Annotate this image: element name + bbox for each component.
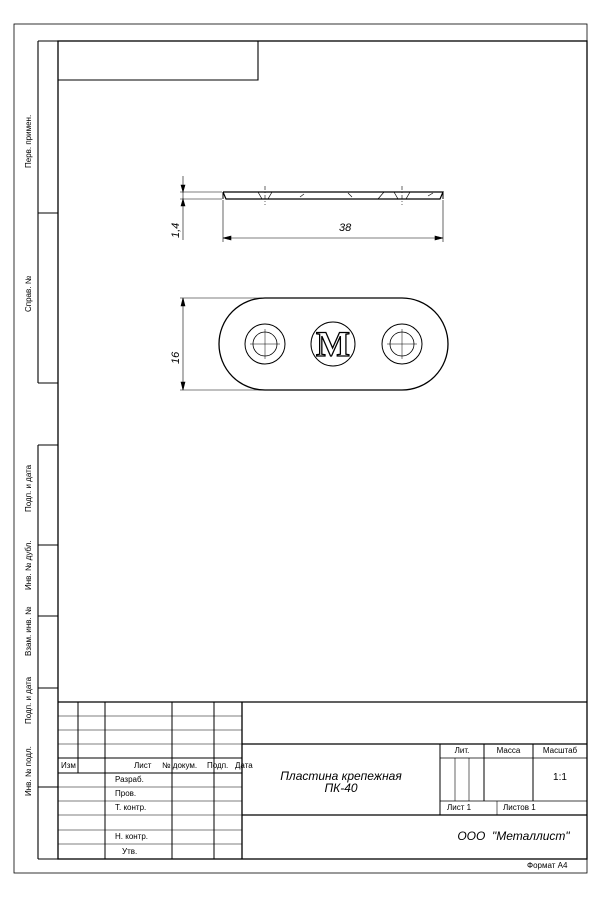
format-label: Формат А4	[527, 861, 568, 870]
length-dim-text: 38	[339, 222, 352, 234]
thickness-dim-text: 1,4	[170, 222, 182, 238]
header-izm: Изм	[61, 761, 76, 770]
side-label-inv-podl: Инв. № подл.	[24, 746, 33, 796]
sheets-label: Листов 1	[503, 803, 536, 812]
side-label-inv-dubl: Инв. № дубл.	[24, 540, 33, 590]
sheet-label: Лист 1	[447, 803, 472, 812]
thickness-dimension	[180, 176, 222, 240]
side-view	[223, 186, 443, 205]
length-dimension	[223, 200, 443, 242]
header-list: Лист	[134, 761, 152, 770]
header-doc: № докум.	[162, 761, 198, 770]
side-label-podp-data-1: Подп. и дата	[24, 464, 33, 512]
logo-letter: M	[316, 324, 350, 364]
header-sign: Подп.	[207, 761, 229, 770]
side-label-podp-data-2: Подп. и дата	[24, 676, 33, 724]
role-nkontr: Н. контр.	[115, 832, 149, 841]
role-utv: Утв.	[122, 847, 138, 856]
side-label-vzam-inv: Взам. инв. №	[24, 606, 33, 656]
side-label-sprav-no: Справ. №	[24, 275, 33, 312]
side-stamp-upper	[38, 41, 58, 383]
left-hole	[245, 324, 285, 364]
side-stamp-lower	[38, 445, 58, 859]
header-date: Дата	[235, 761, 253, 770]
lit-label: Лит.	[454, 746, 470, 755]
role-tkontr: Т. контр.	[115, 803, 147, 812]
side-label-perv-primen: Перв. примен.	[24, 114, 33, 168]
part-name: Пластина крепежная	[280, 769, 402, 783]
right-hole	[382, 324, 422, 364]
mass-label: Масса	[496, 746, 521, 755]
top-left-box	[58, 41, 258, 80]
role-razrab: Разраб.	[115, 775, 144, 784]
part-designation: ПК-40	[324, 781, 358, 795]
drawing-frame	[58, 41, 587, 859]
role-prov: Пров.	[115, 789, 137, 798]
width-dim-text: 16	[170, 351, 182, 364]
scale-value: 1:1	[553, 772, 567, 783]
scale-label: Масштаб	[542, 746, 578, 755]
organization: ООО "Металлист"	[457, 829, 570, 843]
width-dimension	[180, 298, 262, 390]
